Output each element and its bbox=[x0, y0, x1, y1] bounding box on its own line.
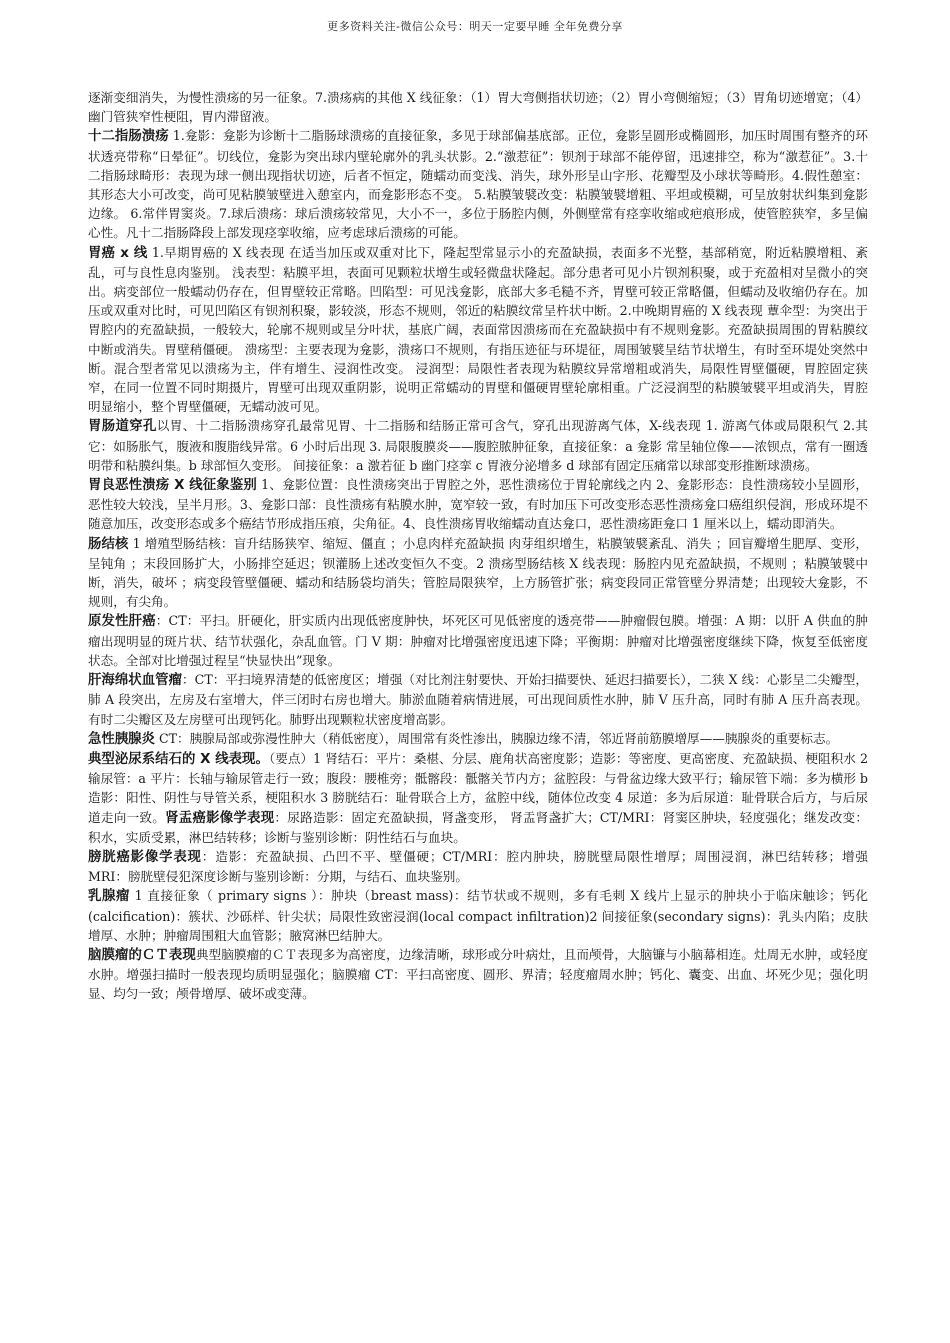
paragraph-term: 急性胰腺炎 bbox=[88, 731, 155, 747]
paragraph-term: 胃癌 x 线 bbox=[88, 245, 148, 261]
paragraph-text: 1 直接征象（ primary signs ）：肿块（breast mass)：结节状或不规则，多有毛刺 X 线片上显示的肿块小于临床触诊；钙化(calcification)：簇状、沙砾样、针尖状；局限性致密浸润(local compact infiltration)2 间接征象(secondary signs)：乳头内陷；皮肤增厚、水肿；肿瘤周围粗大血管影；腋窝淋巴结肿大。 bbox=[88, 888, 869, 943]
paragraph-term: 十二指肠溃疡 bbox=[88, 129, 169, 145]
paragraph-text: 1.早期胃癌的 X 线表现 在适当加压或双重对比下，隆起型常显示小的充盈缺损，表面多不光整，基部稍宽，附近粘膜增粗、紊乱，可与良性息肉鉴别。 浅表型：粘膜平坦，表面可见颗粒状增生或轻微盘状隆起。部分患者可见小片钡剂积聚，或于充盈相对呈微小的突出。病变部位一般蠕动仍存在，但胃壁较正常略。凹陷型：可见浅龛影，底部大多毛糙不齐，胃壁可较正常略僵，但蠕动及收缩仍存在。加压或双重对比时，可见凹陷区有钡剂积聚，影较淡，形态不规则，邻近的粘膜纹常呈杵状中断。2.中晚期胃癌的 X 线表现 蕈伞型：为突出于胃腔内的充盈缺损，一般较大，轮廓不规则或呈分叶状，基底广阔，表面常因溃疡而在充盈缺损中有不规则龛影。充盈缺损周围的胃粘膜纹中断或消失。胃壁稍僵硬。 溃疡型：主要表现为龛影，溃疡口不规则，有指压迹征与环堤征，周围皱襞呈结节状增生，有时至环堤处突然中断。混合型者常见以溃疡为主，伴有增生、浸润性改变。 浸润型：局限性者表现为粘膜纹异常增粗或消失，局限性胃壁僵硬，胃腔固定狭窄，在同一位置不同时期摄片，胃壁可出现双重阴影，说明正常蠕动的胃壁和僵硬胃壁轮廓相重。广泛浸润型的粘膜皱襞平坦或消失，胃腔明显缩小，整个胃壁僵硬，无蠕动波可见。 bbox=[88, 244, 868, 415]
page-header: 更多资料关注-微信公众号：明天一定要早睡 全年免费分享 bbox=[327, 20, 623, 33]
paragraph-term: 肠结核 bbox=[88, 536, 129, 552]
paragraph-text: 逐渐变细消失，为慢性溃疡的另一征象。7.溃疡病的其他 X 线征象：（1）胃大弯侧指状切迹；（2）胃小弯侧缩短；（3）胃角切迹增宽；（4）幽门管狭窄性梗阻，胃内滞留液。 bbox=[88, 90, 868, 125]
paragraph-text-secondary: ：尿路造影：固定充盈缺损，肾盏变形， 肾盂肾盏扩大；CT/MRI：肾窦区肿块，轻度强化；继发改变： 积水，实质受累，淋巴结转移；诊断与鉴别诊断：阴性结石与血块。 bbox=[88, 809, 869, 845]
paragraph-intestinal-tb bbox=[88, 534, 868, 612]
paragraph-text: 1 增殖型肠结核：盲升结肠狭窄、缩短、僵直 ；小息肉样充盈缺损 肉芽组织增生，粘膜皱襞紊乱、消失 ；回盲瓣增生肥厚、变形，呈钝角 ；末段回肠扩大，小肠排空延迟；钡灌肠上述改变恒久不变。2 溃疡型肠结核 X 线表现：肠腔内见充盈缺损，不规则 ；粘膜皱襞中断，消失，破坏 ；病变段管壁僵硬、蠕动和结肠袋均消失；管腔局限狭窄，上方肠管扩张；病变段同正常管壁分界清楚；出现较大龛影，不规则，有尖角。 bbox=[88, 535, 868, 610]
paragraph-term: 乳腺瘤 bbox=[88, 889, 131, 905]
paragraph-meningioma bbox=[88, 945, 868, 1004]
paragraph-text: 1、龛影位置：良性溃疡突出于胃腔之外，恶性溃疡位于胃轮廓线之内 2、龛影形态：良性溃疡较小呈圆形，恶性较大较浅，呈半月形。3、龛影口部：良性溃疡有粘膜水肿，宽窄较一致，有时加压下可改变形态恶性溃疡龛口癌组织侵润，形成环堤不随意加压，改变形态或多个癌结节形成指压痕，尖角征。4、良性溃疡胃收缩蠕动直达龛口，恶性溃疡距龛口 1 厘米以上，蠕动即消失。 bbox=[88, 477, 868, 532]
paragraph-pancreatitis bbox=[88, 729, 868, 749]
paragraph-text: 典型脑膜瘤的ＣＴ表现多为高密度，边缘清晰，球形或分叶病灶，且而颅骨，大脑镰与小脑幕相连。灶周无水肿，或轻度水肿。增强扫描时一般表现均质明显强化；脑膜瘤 CT：平扫高密度、圆形、界清；轻度瘤周水肿；钙化、囊变、出血、坏死少见；强化明显、均匀一致；颅骨增厚、破坏或变薄。 bbox=[88, 946, 869, 1002]
paragraph-text: ：CT：平扫境界清楚的低密度区；增强（对比剂注射要快、开始扫描要快、延迟扫描要长），二狭 X 线：心影呈二尖瓣型，肺 A 段突出，左房及右室增大，伴三闭时右房也增大。肺淤血随着病情进展，可出现间质性水肿，肺 V 压升高，同时有肺 A 压升高表现。有时二尖瓣区及左房壁可出现钙化。肺野出现颗粒状密度增高影。 bbox=[88, 672, 868, 727]
paragraph-breast-tumor bbox=[88, 886, 868, 945]
paragraph-duodenal-ulcer bbox=[88, 126, 868, 242]
paragraph-term: 胃良恶性溃疡 X 线征象鉴别 bbox=[88, 478, 257, 494]
paragraph-text: ：CT：平扫。肝硬化，肝实质内出现低密度肿快，坏死区可见低密度的透亮带——肿瘤假包膜。增强：A 期：以肝 A 供血的肿瘤出现明显的斑片状、结节状强化，杂乱血管。门 V 期：肿瘤对比增强密度迅速下降；平衡期：肿瘤对比增强密度继续下降，恢复至低密度状态。全部对比增强过程呈“快显快出”现象。 bbox=[88, 613, 868, 668]
paragraph-text: 以胃、十二指肠溃疡穿孔最常见胃、十二指肠和结肠正常可含气，穿孔出现游离气体，X-线表现 1. 游离气体或局限积气 2.其它：如肠胀气，腹液和腹脂线异常。6 小时后出现 3. 局限腹膜炎——腹腔脓肿征象，直接征象：a 龛影 常呈轴位像——浓钡点，常有一圈透明带和粘膜纠集。b 球部恒久变形。 间接征象：a 激若征 b 幽门痉挛 c 胃液分泌增多 d 球部有固定压痛常以球部变形推断球溃疡。 bbox=[88, 418, 868, 473]
paragraph-text: （要点）1 肾结石：平片：桑椹、分层、鹿角状高密度影；造影：等密度、更高密度、充盈缺损、梗阻积水 2 输尿管：a 平片：长轴与输尿管走行一致；腹段：腰椎旁；骶髂段：骶髂关节内方；盆腔段：与骨盆边缘大致平行；输尿管下端：多为横形 b 造影：阳性、阴性与导管关系，梗阻积水 3 膀胱结石：耻骨联合上方，盆腔中线，随体位改变 4 尿道：多为后尿道：耻骨联合后方，与后尿道走向一致。 bbox=[88, 750, 869, 825]
paragraph-text: 1.龛影：龛影为诊断十二脂肠球溃疡的直接征象，多见于球部偏基底部。正位，龛影呈圆形或椭圆形，加压时周围有整齐的环状透亮带称“日晕征”。切线位，龛影为突出球内壁轮廓外的乳头状影。2.“激惹征”：钡剂于球部不能停留，迅速排空，称为“激惹征”。3.十二指肠球畸形：表现为球一侧出现指状切迹，后者不恒定，随蠕动而变浅、消失，球外形呈山字形、花瓣型及小球状等畸形。4.假性憩室：其形态大小可改变，尚可见粘膜皱壁进入憩室内，而龛影形态不变。 5.粘膜皱襞改变：粘膜皱襞增粗、平坦或模糊，可呈放射状纠集到龛影边缘。 6.常伴胃窦炎。7.球后溃疡：球后溃疡较常见，大小不一，多位于肠腔内侧，外侧壁常有痉挛收缩或疤痕形成，使管腔狭窄，多呈偏心性。凡十二指肠降段上部发现痉挛收缩，应考虑球后溃疡的可能。 bbox=[88, 128, 868, 241]
paragraph-ulcer-signs bbox=[88, 88, 868, 126]
paragraph-gi-perforation bbox=[88, 416, 868, 475]
paragraph-text: CT：胰腺局部或弥漫性肿大（稍低密度），周围常有炎性渗出，胰腺边缘不清，邻近肾前筋膜增厚——胰腺炎的重要标志。 bbox=[154, 730, 839, 746]
paragraph-ulcer-differential bbox=[88, 475, 868, 534]
paragraph-liver-cancer bbox=[88, 611, 868, 670]
paragraph-term: 脑膜瘤的ＣＴ表现 bbox=[88, 947, 196, 963]
paragraph-text: ：造影：充盈缺损、凸凹不平、壁僵硬；CT/MRI：腔内肿块，膀胱壁局限性增厚；周围浸润，淋巴结转移；增强 MRI：膀胱壁侵犯深度诊断与鉴别诊断：分期，与结石、血块鉴别。 bbox=[88, 848, 869, 885]
paragraph-urinary-stones bbox=[88, 749, 868, 847]
paragraph-bladder-cancer bbox=[88, 847, 868, 886]
paragraph-term: 原发性肝癌 bbox=[88, 614, 156, 630]
paragraph-term-secondary: 肾盂癌影像学表现 bbox=[165, 810, 275, 826]
paragraph-term: 膀胱癌影像学表现 bbox=[88, 849, 202, 865]
document-body bbox=[88, 88, 868, 1004]
paragraph-term: 典型泌尿系结石的 X 线表现。 bbox=[88, 751, 269, 767]
paragraph-term: 肝海绵状血管瘤 bbox=[88, 673, 183, 689]
paragraph-hemangioma bbox=[88, 670, 868, 729]
paragraph-gastric-cancer bbox=[88, 243, 868, 417]
paragraph-term: 胃肠道穿孔 bbox=[88, 419, 157, 435]
